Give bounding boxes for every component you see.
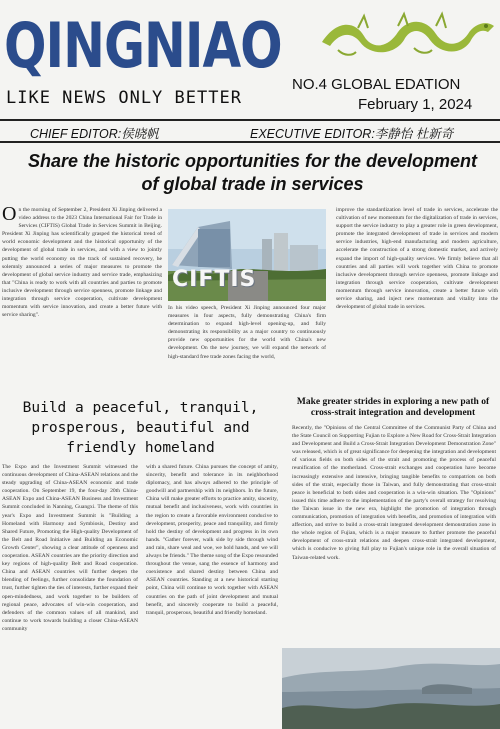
article1-column1 [2, 206, 162, 392]
coastline-photo [282, 648, 500, 729]
article1-text: n the morning of September 2, President Xi Jinping delivered a video address to the 2023 China International Fair for Trade in Services (CIFTIS) Global Trade in Services Summit in Beijing. President Xi Jinping has scientifically grasped the historical trend of world economic development and the historical opportunity of the development of global trade in services, and with a view to jointly putting the world economy on the track of sustained recovery, he solemnly announced a series of major measures to promote the development of global service industry and service trade, emphasizing that "China is ready to work with all countries and parties to promote inclusive development through service openness, promote linkage and integration through service cooperation, cultivate development momentum with service innovation, and create a better future with service sharing". [2, 207, 162, 319]
issue-edition: NO.4 GLOBAL EDATION [292, 76, 461, 93]
masthead [0, 0, 500, 120]
issue-date: February 1, 2024 [358, 96, 473, 113]
article1-column2: In his video speech, President Xi Jinping announced four major measures in four aspects, fully demonstrating China's firm determination to expand high-level opening-up, and fully demonstrating its responsibility as a major country to continuously provide new opportunities for the world with China's new development. On the new journey, we will expand the network of high-standard free trade zones facing the world, [168, 305, 326, 360]
article2-column2: with a shared future. China pursues the concept of amity, sincerity, benefit and tolerance in its neighborhood diplomacy, and has always adhered to the principle of goodwill and partnership with its neighbors. In the future, China will make greater efforts to practice amity, sincerity, mutual benefit and inclusiveness, work with countries in the region to create a favorable environment conducive to development, prosperity, peace and tranquility, and firmly hold the destiny of development and progress in its own hands. "Gather forever, walk side by side through wind and rain, share weal and woe, we hold hands, and we will always be friends." The theme song of the Expo resounded throughout the venue, sang the essence of harmony and coexistence and shared destiny between China and ASEAN countries. Standing at a new historical starting point, China will continue to work together with ASEAN countries on the path of joint development and mutual benefit, and sincerely cooperate to build a peaceful, tranquil, prosperous, beautiful and friendly homeland. [146, 464, 278, 616]
article1-column3: improve the standardization level of trade in services, accelerate the cultivation of new momentum for the digitalization of trade in services, support the service industry to play a greater role in green development, promote the integrated development of trade in services and modern service industries, high-end manufacturing and modern agriculture, accelerate the construction of a strong domestic market, and actively expand the import of high-quality services. We firmly believe that all countries and all parties will work together with China to promote inclusive development through service openness, promote linkage and integration through service cooperation, cultivate development momentum through service innovation, create a better future with service sharing, and inject new momentum and vitality into the development of global trade in services. [336, 207, 498, 311]
executive-editor: EXECUTIVE EDITOR:李静怡 杜新奇 [250, 127, 454, 141]
newspaper-logo: QINGNIAO [4, 9, 282, 82]
article3-text: Recently, the "Opinions of the Central Committee of the Communist Party of China and the State Council on Supporting Fujian to Explore a New Road for Cross-Strait Integration and Development and Build a Cross-Strait Integration Development Demonstration Zone" was released, which is of great significance for deepening the integration and development of various fields on both sides of the strait and promoting the process of peaceful reunification of the motherland. Cross-strait exchanges and cooperation have become increasingly extensive and intensive, bringing tangible benefits to compatriots on both sides of the strait, especially those in Taiwan, and fully demonstrating that cross-strait peace is beneficial to both sides and cooperation is a win-win situation. The "Opinions" issued this time adhere to the implementation of the party's overall strategy for resolving the Taiwan issue in the new era, highlight the promotion of integration through communication, promotion of integration with benefits, and promotion of integration with affection, and strive to build a cross-strait integrated development demonstration zone in the whole region of Fujian, which is a major measure to further promote the peaceful development of cross-strait relations and deepen cross-strait integrated development, which is conducive to giving full play to Fujian's unique role in the overall situation of Taiwan-related work. [292, 425, 496, 561]
article2-column1: The Expo and the Investment Summit witnessed the continuous development of China-ASEAN relations and the steady upgrading of China-ASEAN economic and trade cooperation. On September 19, the four-day 20th China-ASEAN Expo and China-ASEAN Business and Investment Summit concluded in Nanning, Guangxi. The theme of this year's Expo and Investment Summit is "Building a Homeland with Harmony and Symbiosis, Destiny and Shared Future, Promoting the High-quality Development of the Belt and Road Initiative and Building an Economic Growth Center", showing a clear attitude of openness and cooperation. ASEAN countries are the priority direction and key regions of high-quality Belt and Road cooperation. China and ASEAN countries will further deepen the blending of feelings, further consolidate the foundation of trust, further tighten the ties of interests, further expand their open-mindedness, and work together to be builders of regional peace, advocates of win-win cooperation, and defenders of the common values of all mankind, and continue to work towards building a closer China-ASEAN community [2, 464, 138, 632]
ciftis-sign: CIFTIS [172, 267, 257, 292]
drop-cap: O [2, 206, 17, 225]
chief-editor: CHIEF EDITOR:侯晓帆 [30, 127, 159, 141]
main-headline: Share the historic opportunities for the development of global trade in services [27, 151, 478, 194]
ciftis-photo [168, 209, 326, 301]
dragon-emblem-icon [318, 10, 496, 60]
editor-rule [0, 141, 500, 143]
tagline: LIKE NEWS ONLY BETTER [6, 88, 242, 108]
editors-bar [0, 122, 500, 140]
article2-heading: Build a peaceful, tranquil, prosperous, beautiful and friendly homeland [22, 400, 259, 456]
article3-heading: Make greater strides in exploring a new path of cross-strait integration and development [296, 397, 490, 418]
top-rule [0, 119, 500, 121]
